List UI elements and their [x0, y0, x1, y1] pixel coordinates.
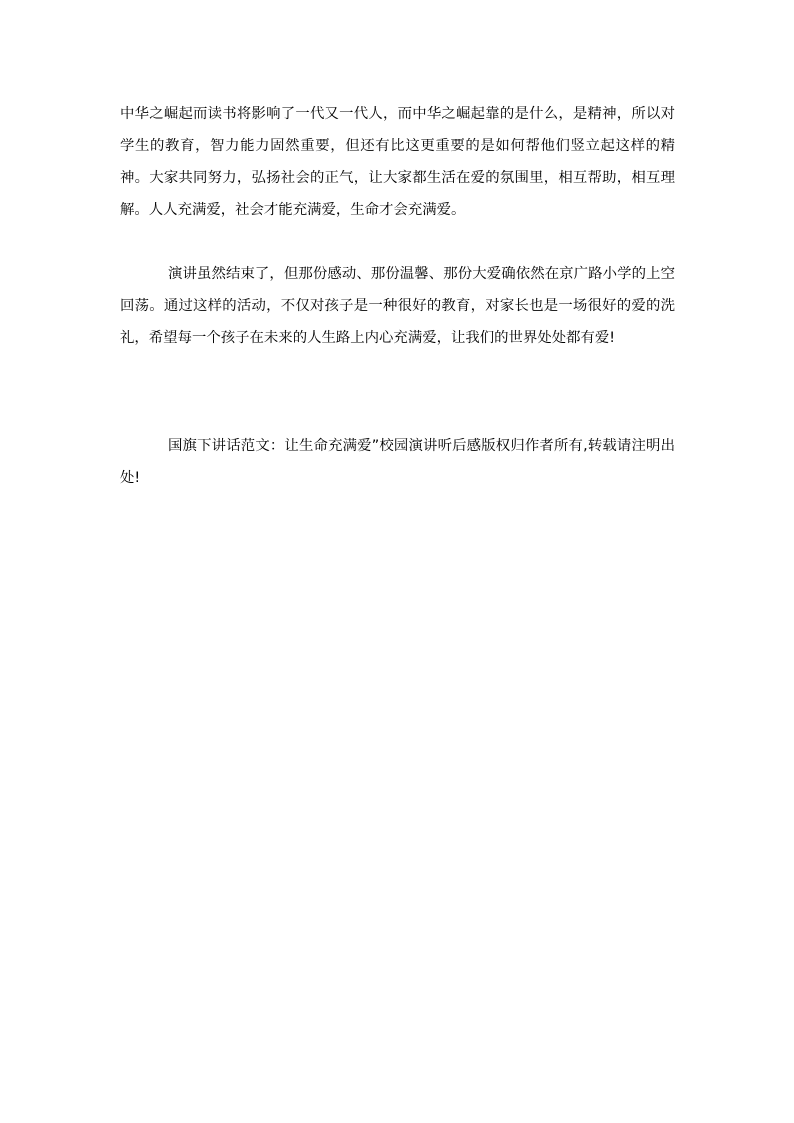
document-body: [120, 98, 675, 494]
paragraph-spacer: [120, 354, 675, 430]
paragraph-1: 中华之崛起而读书将影响了一代又一代人，而中华之崛起靠的是什么，是精神，所以对学生的教育，智力能力固然重要，但还有比这更重要的是如何帮他们竖立起这样的精神。大家共同努力，弘扬社会的正气，让大家都生活在爱的氛围里，相互帮助，相互理解。人人充满爱，社会才能充满爱，生命才会充满爱。: [120, 106, 675, 218]
paragraph-2: 演讲虽然结束了，但那份感动、那份温馨、那份大爱确依然在京广路小学的上空回荡。通过这样的活动，不仅对孩子是一种很好的教育，对家长也是一场很好的爱的洗礼，希望每一个孩子在未来的人生路上内心充满爱，让我们的世界处处都有爱!: [120, 266, 675, 346]
paragraph-spacer: [120, 226, 675, 258]
paragraph-3: 国旗下讲话范文：让生命充满爱”校园演讲听后感版权归作者所有,转载请注明出处!: [120, 438, 675, 486]
